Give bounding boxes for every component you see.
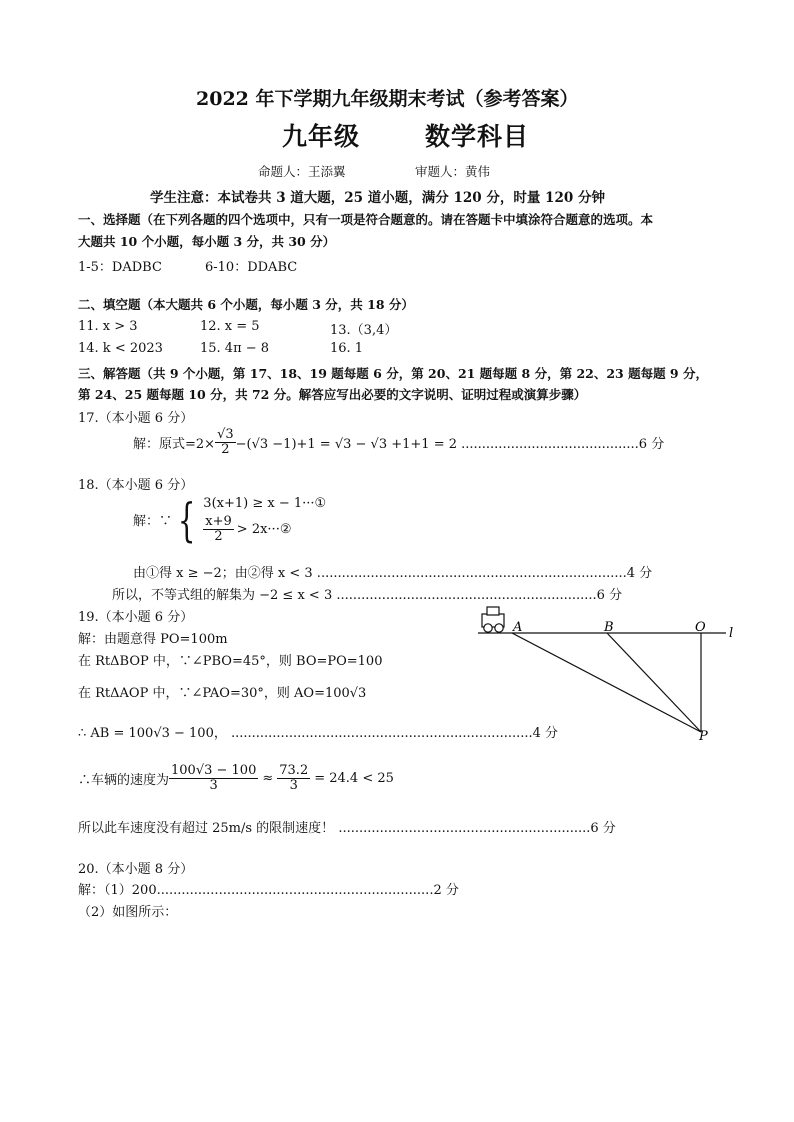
q18-ineq2-fraction (203, 515, 234, 543)
q17-solution (133, 428, 664, 456)
answer-14: 14. k < 2023 (78, 341, 163, 356)
answers-1-5: 1-5：DADBC (78, 260, 162, 275)
answer-11: 11. x > 3 (78, 319, 138, 334)
author-label: 命题人：王添翼 (258, 164, 346, 179)
q18-step2: 所以，不等式组的解集为 −2 ≤ x < 3 ...............................................................6 分 (112, 588, 623, 603)
q20-line2: （2）如图所示： (78, 905, 178, 920)
q19-line3: 在 RtΔAOP 中，∵∠PAO=30°，则 AO=100√3 (78, 686, 367, 701)
q17-label: 17.（本小题 6 分） (78, 411, 194, 426)
q18-system (133, 492, 327, 547)
q18-since: 解：∵ (133, 514, 173, 530)
grade-label: 九年级 (282, 122, 361, 151)
q19-line6: 所以此车速度没有超过 25m/s 的限制速度！ .............................................................6 分 (78, 821, 616, 836)
q19-frac2-den: 3 (289, 777, 298, 793)
label-b: B (604, 620, 614, 635)
answer-15: 15. 4π − 8 (200, 341, 270, 356)
q19-line5 (78, 764, 394, 792)
q20-label: 20.（本小题 8 分） (78, 862, 194, 877)
section1-heading-cont: 大题共 10 个小题，每小题 3 分，共 30 分） (78, 234, 336, 249)
q19-geometry-figure (474, 600, 744, 745)
q19-line4: ∴ AB = 100√3 − 100， .........................................................................4 分 (78, 726, 559, 741)
label-a: A (513, 620, 523, 635)
q18-ineq2-num: x+9 (205, 514, 232, 529)
label-p: P (699, 729, 708, 744)
inequality-system (172, 492, 327, 547)
car-icon (482, 607, 504, 632)
exam-title: 2022 年下学期九年级期末考试（参考答案） (196, 88, 579, 110)
answer-12: 12. x = 5 (200, 319, 260, 334)
section3-heading-cont: 第 24、25 题每题 10 分，共 72 分。解答应写出必要的文字说明、证明过程或演算步骤） (78, 387, 587, 402)
q19-line2: 在 RtΔBOP 中，∵∠PBO=45°，则 BO=PO=100 (78, 654, 383, 669)
label-o: O (695, 620, 706, 635)
q19-approx: ≈ (262, 770, 274, 786)
answers-6-10: 6-10：DDABC (205, 260, 298, 275)
segment-bp (607, 633, 701, 732)
q18-ineq2-rest: > 2x···② (236, 521, 292, 537)
q17-sol-rest: −(√3 −1)+1 = √3 − √3 +1+1 = 2 ...........................................6 分 (235, 436, 665, 452)
q17-sol-prefix: 解：原式=2× (133, 436, 216, 452)
q19-frac1-num: 100√3 − 100 (171, 763, 257, 778)
q19-frac1-den: 3 (209, 777, 218, 793)
q20-line1: 解：（1）200...................................................................2 分 (78, 883, 459, 898)
answer-16: 16. 1 (330, 341, 364, 356)
q18-label: 18.（本小题 6 分） (78, 478, 194, 493)
section3-heading: 三、解答题（共 9 个小题，第 17、18、19 题每题 6 分，第 20、21 题每题 8 分，第 22、23 题每题 9 分， (78, 366, 708, 381)
section1-heading: 一、选择题（在下列各题的四个选项中，只有一项是符合题意的。请在答题卡中填涂符合题意的选项。本 (78, 212, 654, 227)
q19-fraction-2 (277, 764, 310, 792)
answer-13: 13.（3,4） (330, 323, 398, 338)
q19-label: 19.（本小题 6 分） (78, 610, 194, 625)
q19-l5-prefix: ∴车辆的速度为 (78, 772, 170, 788)
q19-l5-rest: = 24.4 < 25 (314, 770, 394, 786)
q17-fraction (215, 428, 236, 456)
segment-ap (512, 633, 701, 732)
q18-step1: 由①得 x ≥ −2；由②得 x < 3 ...........................................................................4 分 (133, 566, 653, 581)
brace-symbol: { (177, 492, 196, 547)
q18-ineq1: 3(x+1) ≥ x − 1···① (203, 496, 327, 511)
reviewer-label: 审题人：黄伟 (415, 164, 491, 179)
label-l: l (729, 626, 734, 641)
q19-fraction-1 (169, 764, 258, 792)
section2-heading: 二、填空题（本大题共 6 个小题，每小题 3 分，共 18 分） (78, 297, 414, 312)
q18-ineq2-den: 2 (214, 528, 223, 544)
q19-frac2-num: 73.2 (279, 763, 309, 778)
q19-line1: 解：由题意得 PO=100m (78, 632, 228, 647)
student-notice: 学生注意：本试卷共 3 道大题，25 道小题，满分 120 分，时量 120 分钟 (150, 190, 605, 206)
subject-label: 数学科目 (425, 122, 530, 151)
q17-frac-den: 2 (221, 441, 230, 457)
q17-frac-num: √3 (217, 427, 234, 442)
